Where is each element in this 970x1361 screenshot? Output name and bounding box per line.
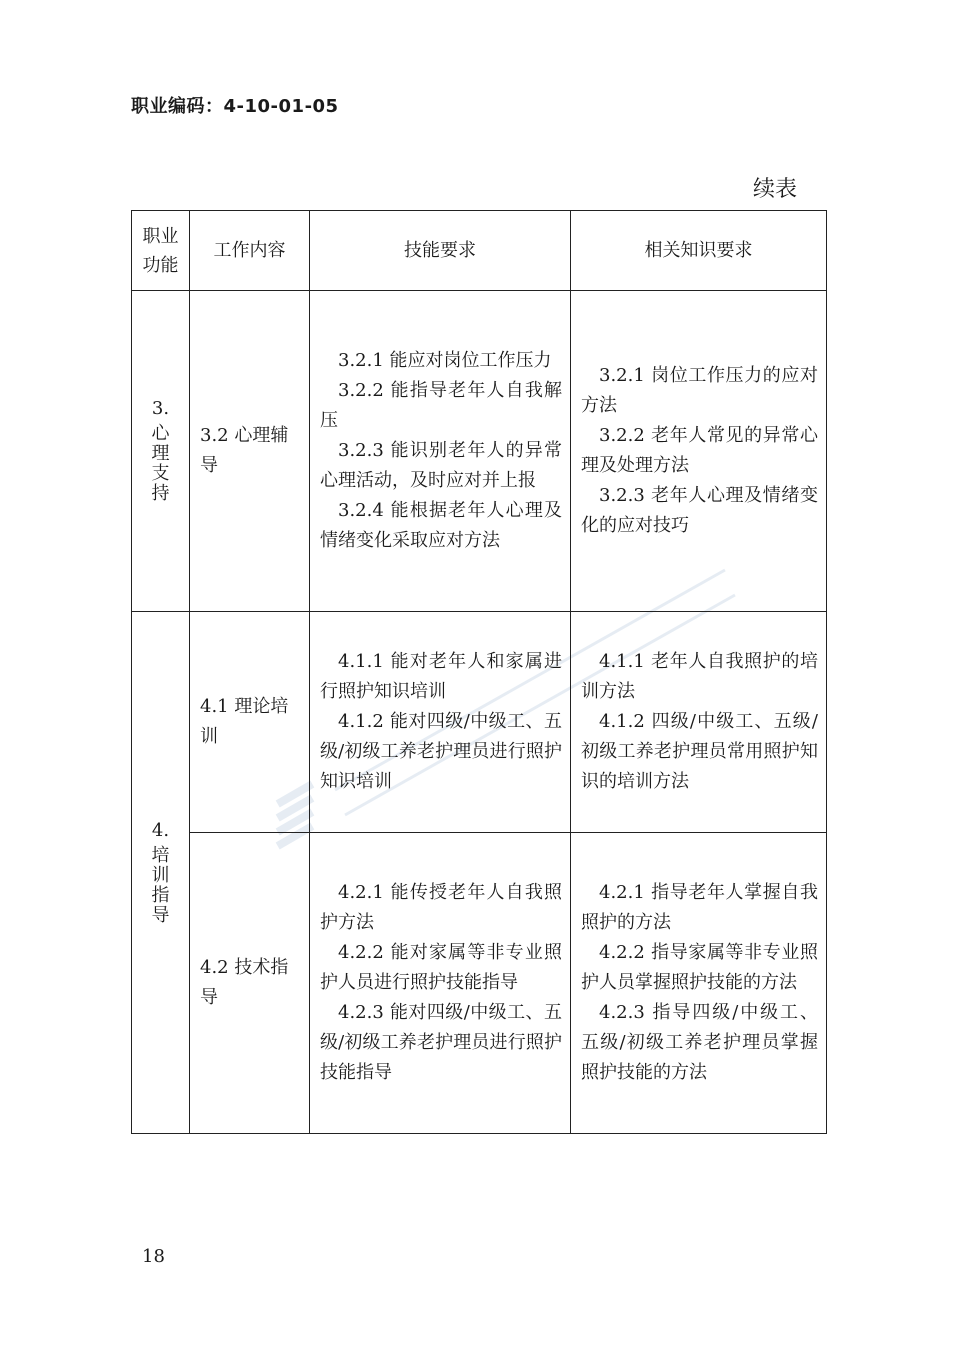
knowledge-item: 3.2.2 老年人常见的异常心理及处理方法	[581, 425, 818, 476]
skill-requirements-table	[131, 210, 827, 1134]
knowledge-cell	[571, 612, 827, 833]
function-cell-psychological-support	[132, 291, 190, 612]
work-content-cell	[190, 291, 310, 612]
column-header-skill-requirements: 技能要求	[310, 211, 571, 291]
function-name: 培训指导	[151, 844, 170, 926]
knowledge-item: 4.1.1 老年人自我照护的培训方法	[581, 651, 818, 702]
skills-cell	[310, 833, 571, 1134]
skills-cell	[310, 612, 571, 833]
continued-table-label: 续表	[753, 177, 798, 202]
function-number: 3.	[151, 398, 170, 419]
knowledge-item: 4.1.2 四级/中级工、五级/初级工养老护理员常用照护知识的培训方法	[581, 711, 818, 792]
page-number: 18	[142, 1246, 165, 1267]
skill-item: 3.2.1 能应对岗位工作压力	[338, 350, 552, 371]
work-content-text: 4.1 理论培训	[200, 696, 289, 747]
knowledge-item: 4.2.3 指导四级/中级工、五级/初级工养老护理员掌握照护技能的方法	[581, 1002, 818, 1083]
knowledge-item: 4.2.2 指导家属等非专业照护人员掌握照护技能的方法	[581, 942, 818, 993]
skill-item: 3.2.4 能根据老年人心理及情绪变化采取应对方法	[320, 500, 562, 551]
table-row	[132, 833, 827, 1134]
function-name: 心理支持	[151, 423, 170, 504]
function-cell-training-guidance	[132, 612, 190, 1134]
skill-item: 4.1.2 能对四级/中级工、五级/初级工养老护理员进行照护知识培训	[320, 711, 562, 792]
work-content-cell	[190, 612, 310, 833]
table-row	[132, 291, 827, 612]
knowledge-cell	[571, 291, 827, 612]
column-header-knowledge-requirements: 相关知识要求	[571, 211, 827, 291]
function-number: 4.	[151, 819, 170, 841]
column-header-function: 职业 功能	[132, 211, 190, 291]
table-row	[132, 612, 827, 833]
skill-item: 4.1.1 能对老年人和家属进行照护知识培训	[320, 651, 562, 702]
knowledge-item: 3.2.1 岗位工作压力的应对方法	[581, 365, 818, 416]
skills-cell	[310, 291, 571, 612]
table-header-row	[132, 211, 827, 291]
skill-item: 3.2.2 能指导老年人自我解压	[320, 380, 562, 431]
work-content-text: 3.2 心理辅导	[200, 425, 289, 476]
skill-item: 4.2.1 能传授老年人自我照护方法	[320, 882, 562, 933]
work-content-text: 4.2 技术指导	[200, 957, 289, 1008]
knowledge-cell	[571, 833, 827, 1134]
work-content-cell	[190, 833, 310, 1134]
skill-item: 4.2.3 能对四级/中级工、五级/初级工养老护理员进行照护技能指导	[320, 1002, 562, 1083]
knowledge-item: 3.2.3 老年人心理及情绪变化的应对技巧	[581, 485, 818, 536]
knowledge-item: 4.2.1 指导老年人掌握自我照护的方法	[581, 882, 818, 933]
skill-item: 4.2.2 能对家属等非专业照护人员进行照护技能指导	[320, 942, 562, 993]
occupation-code: 职业编码：4-10-01-05	[131, 96, 339, 117]
skill-item: 3.2.3 能识别老年人的异常心理活动，及时应对并上报	[320, 440, 562, 491]
column-header-work-content: 工作内容	[190, 211, 310, 291]
